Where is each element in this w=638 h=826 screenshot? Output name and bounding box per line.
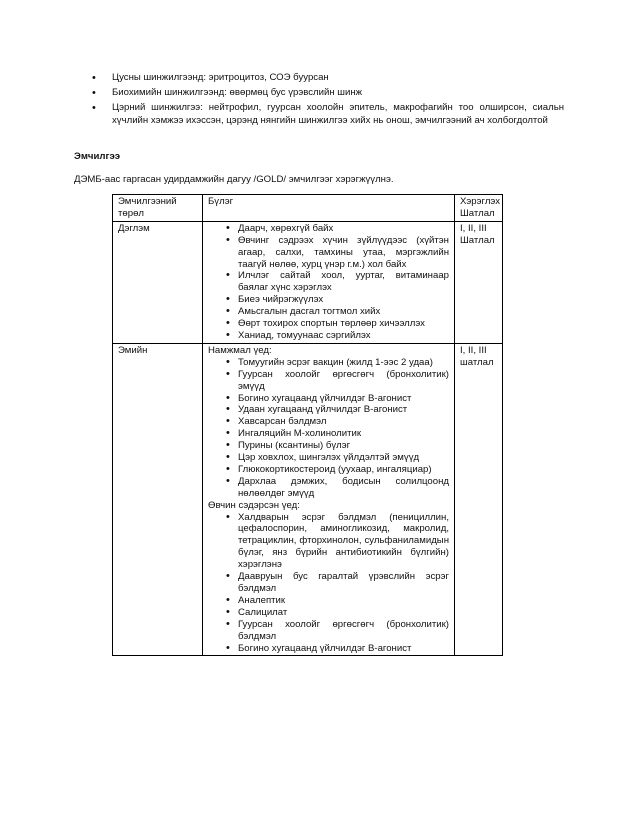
- list-item: • Гуурсан хоолойг өргөсгөгч (бронхолитик) эмүүд: [208, 369, 449, 393]
- list-item: • Ханиад, томуунаас сэргийлэх: [208, 330, 449, 342]
- list-item: • Илчлэг сайтай хоол, ууртаг, витаминаар баялаг хүнс хэрэглэх: [208, 270, 449, 294]
- list-item: • Цэр ховхлох, шингэлэх үйлдэлтэй эмүүд: [208, 452, 449, 464]
- list-item: • Хавсарсан бэлдмэл: [208, 416, 449, 428]
- list-item: • Аналептик: [208, 595, 449, 607]
- list-item: • Цусны шинжилгээнд: эритроцитоз, СОЭ буурсан: [88, 72, 564, 84]
- list-item: • Салицилат: [208, 607, 449, 619]
- exacerbation-drug-list: [208, 512, 449, 655]
- table-row: [113, 343, 503, 656]
- regimen-cell: [203, 221, 455, 343]
- exacerbation-label: Өвчин сэдэрсэн үед:: [208, 499, 300, 511]
- list-item: • Халдварын эсрэг бэлдмэл (пенициллин, цефалоспорин, аминогликозид, макролид, тетрациклин, фторхинолон, сульфаниламидын бүлэг, янз бүрийн антибиотикийн бүлгийн) хэрэглэнэ: [208, 512, 449, 572]
- list-item: • Томуугийн эсрэг вакцин (жилд 1-ээс 2 удаа): [208, 357, 449, 369]
- list-item: • Биохимийн шинжилгээнд: өвөрмөц бус үрэвслийн шинж: [88, 87, 564, 99]
- table-header-row: [113, 195, 503, 222]
- section-heading: Эмчилгээ: [74, 151, 121, 162]
- remission-label: Намжмал үед:: [208, 344, 272, 356]
- list-item: • Дархлаа дэмжих, бодисын солилцоонд нөлөөлдөг эмүүд: [208, 476, 449, 500]
- row-type-regimen: Дэглэм: [113, 221, 203, 343]
- table-row: [113, 221, 503, 343]
- list-item: • Цэрний шинжилгээ: нейтрофил, гуурсан хоолойн эпитель, макрофагийн тоо олширсон, сиальн хүчлийн хэмжээ ихэссэн, цэрэнд нянгийн шинжилгээ хийх нь онош, эмчилгээний ач холбогдолтой: [88, 102, 564, 126]
- medication-cell: [203, 343, 455, 656]
- remission-drug-list: [208, 357, 449, 500]
- list-item: • Глюкокортикостероид (уухаар, ингаляциар): [208, 464, 449, 476]
- medication-stage: I, II, III шатлал: [455, 343, 503, 656]
- lab-findings-list: [88, 72, 564, 130]
- row-type-medication: Эмийн: [113, 343, 203, 656]
- regimen-stage: I, II, III Шатлал: [455, 221, 503, 343]
- list-item: • Өөрт тохирох спортын төрлөөр хичээллэх: [208, 318, 449, 330]
- header-group: Бүлэг: [203, 195, 455, 222]
- list-item: • Өвчинг сэдрээх хүчин зүйлүүдээс (хүйтэн агаар, салхи, тамхины утаа, мэргэжлийн таагүй нөлөө, хурц үнэр г.м.) хол байх: [208, 235, 449, 271]
- list-item: • Даарч, хөрөхгүй байх: [208, 223, 449, 235]
- header-stage: Хэрэглэх Шатлал: [455, 195, 503, 222]
- regimen-list: [208, 223, 449, 342]
- treatment-table: [112, 194, 503, 656]
- list-item: • Даавруын бус гаралтай үрэвслийн эсрэг бэлдмэл: [208, 571, 449, 595]
- list-item: • Гуурсан хоолойг өргөсгөгч (бронхолитик) бэлдмэл: [208, 619, 449, 643]
- list-item: • Амьсгалын дасгал тогтмол хийх: [208, 306, 449, 318]
- intro-paragraph: ДЭМБ-аас гаргасан удирдамжийн дагуу /GOLD/ эмчилгээг хэрэгжүүлнэ.: [74, 174, 394, 185]
- list-item: • Богино хугацаанд үйлчилдэг В-агонист: [208, 393, 449, 405]
- list-item: • Пурины (ксантины) бүлэг: [208, 440, 449, 452]
- list-item: • Биеэ чийрэгжүүлэх: [208, 294, 449, 306]
- list-item: • Богино хугацаанд үйлчилдэг В-агонист: [208, 643, 449, 655]
- header-treatment-type: Эмчилгээний төрөл: [113, 195, 203, 222]
- list-item: • Ингаляцийн М-холинолитик: [208, 428, 449, 440]
- list-item: • Удаан хугацаанд үйлчилдэг В-агонист: [208, 404, 449, 416]
